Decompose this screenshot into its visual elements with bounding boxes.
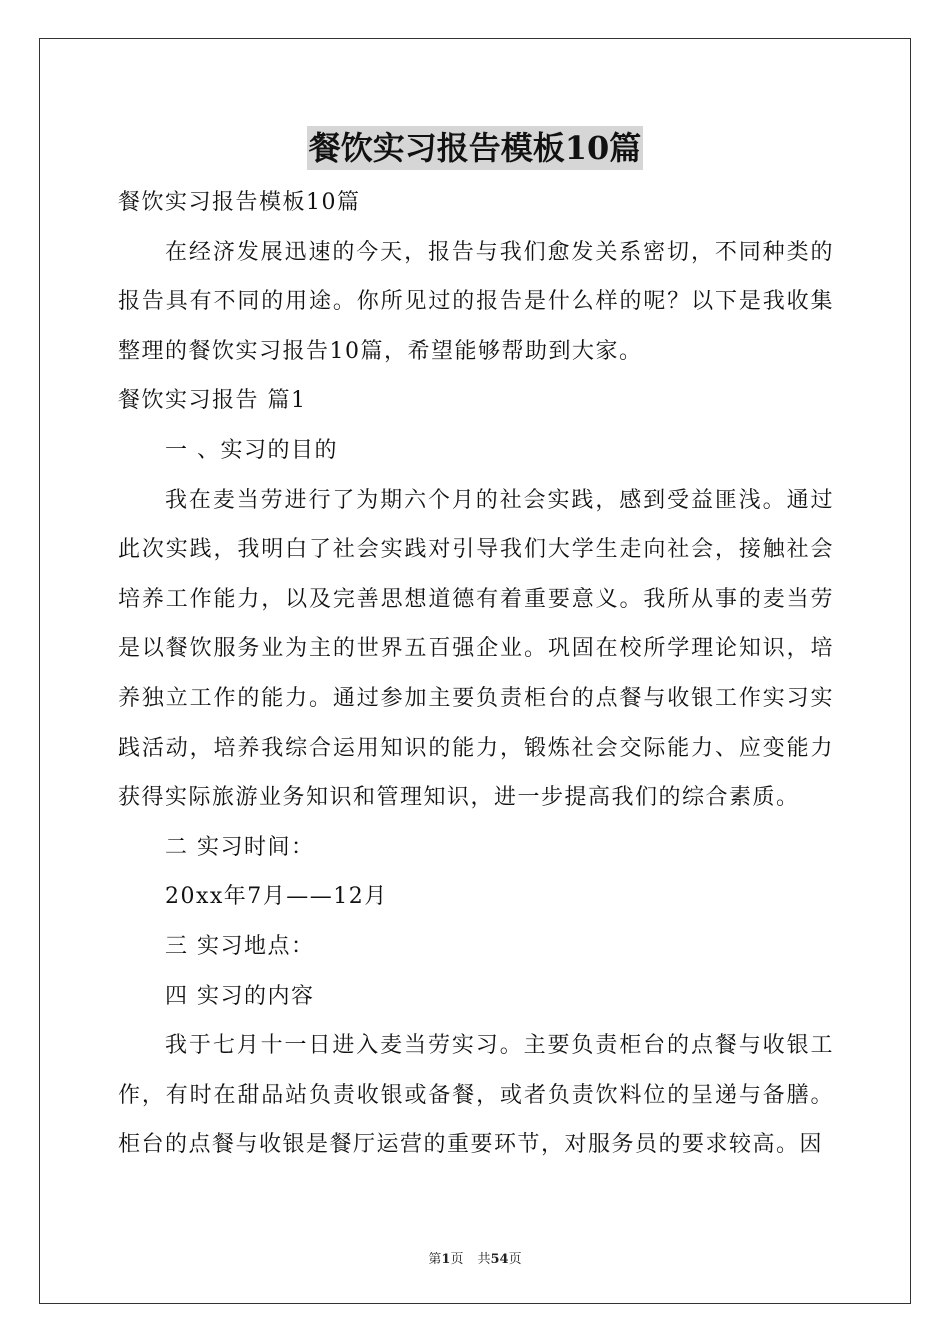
item2-value: 20xx年7月——12月 (165, 884, 388, 910)
document-subtitle: 餐饮实习报告模板10篇 (118, 190, 361, 215)
item4-paragraph: 我于七月十一日进入麦当劳实习。主要负责柜台的点餐与收银工作，有时在甜品站负责收银或备餐，或者负责饮料位的呈递与备膳。柜台的点餐与收银是餐厅运营的重要环节，对服务员的要求较高。因 (118, 1033, 834, 1158)
item1-paragraph: 我在麦当劳进行了为期六个月的社会实践，感到受益匪浅。通过此次实践，我明白了社会实践对引导我们大学生走向社会，接触社会培养工作能力，以及完善思想道德有着重要意义。我所从事的麦当劳是以餐饮服务业为主的世界五百强企业。巩固在校所学理论知识，培养独立工作的能力。通过参加主要负责柜台的点餐与收银工作实习实践活动，培养我综合运用知识的能力，锻炼社会交际能力、应变能力获得实际旅游业务知识和管理知识，进一步提高我们的综合素质。 (118, 487, 834, 811)
total-suffix: 页 (508, 1252, 522, 1267)
page-footer (0, 1248, 950, 1267)
item1-heading: 一 、实习的目的 (165, 437, 338, 463)
section-heading: 餐饮实习报告 篇1 (118, 388, 307, 414)
total-page-count: 54 (490, 1252, 509, 1267)
page-prefix: 第 (428, 1252, 442, 1267)
page-suffix: 页 (450, 1252, 464, 1267)
intro-paragraph: 在经济发展迅速的今天，报告与我们愈发关系密切，不同种类的报告具有不同的用途。你所见过的报告是什么样的呢？以下是我收集整理的餐饮实习报告10篇，希望能够帮助到大家。 (118, 239, 834, 364)
total-prefix: 共 (477, 1252, 491, 1267)
item4-heading: 四 实习的内容 (165, 983, 315, 1009)
document-title: 餐饮实习报告模板10篇 (307, 126, 644, 170)
title-container (0, 126, 950, 170)
item3-heading: 三 实习地点： (165, 933, 315, 959)
current-page-number: 1 (441, 1252, 451, 1267)
document-body (118, 178, 834, 1170)
item2-heading: 二 实习时间： (165, 834, 315, 860)
